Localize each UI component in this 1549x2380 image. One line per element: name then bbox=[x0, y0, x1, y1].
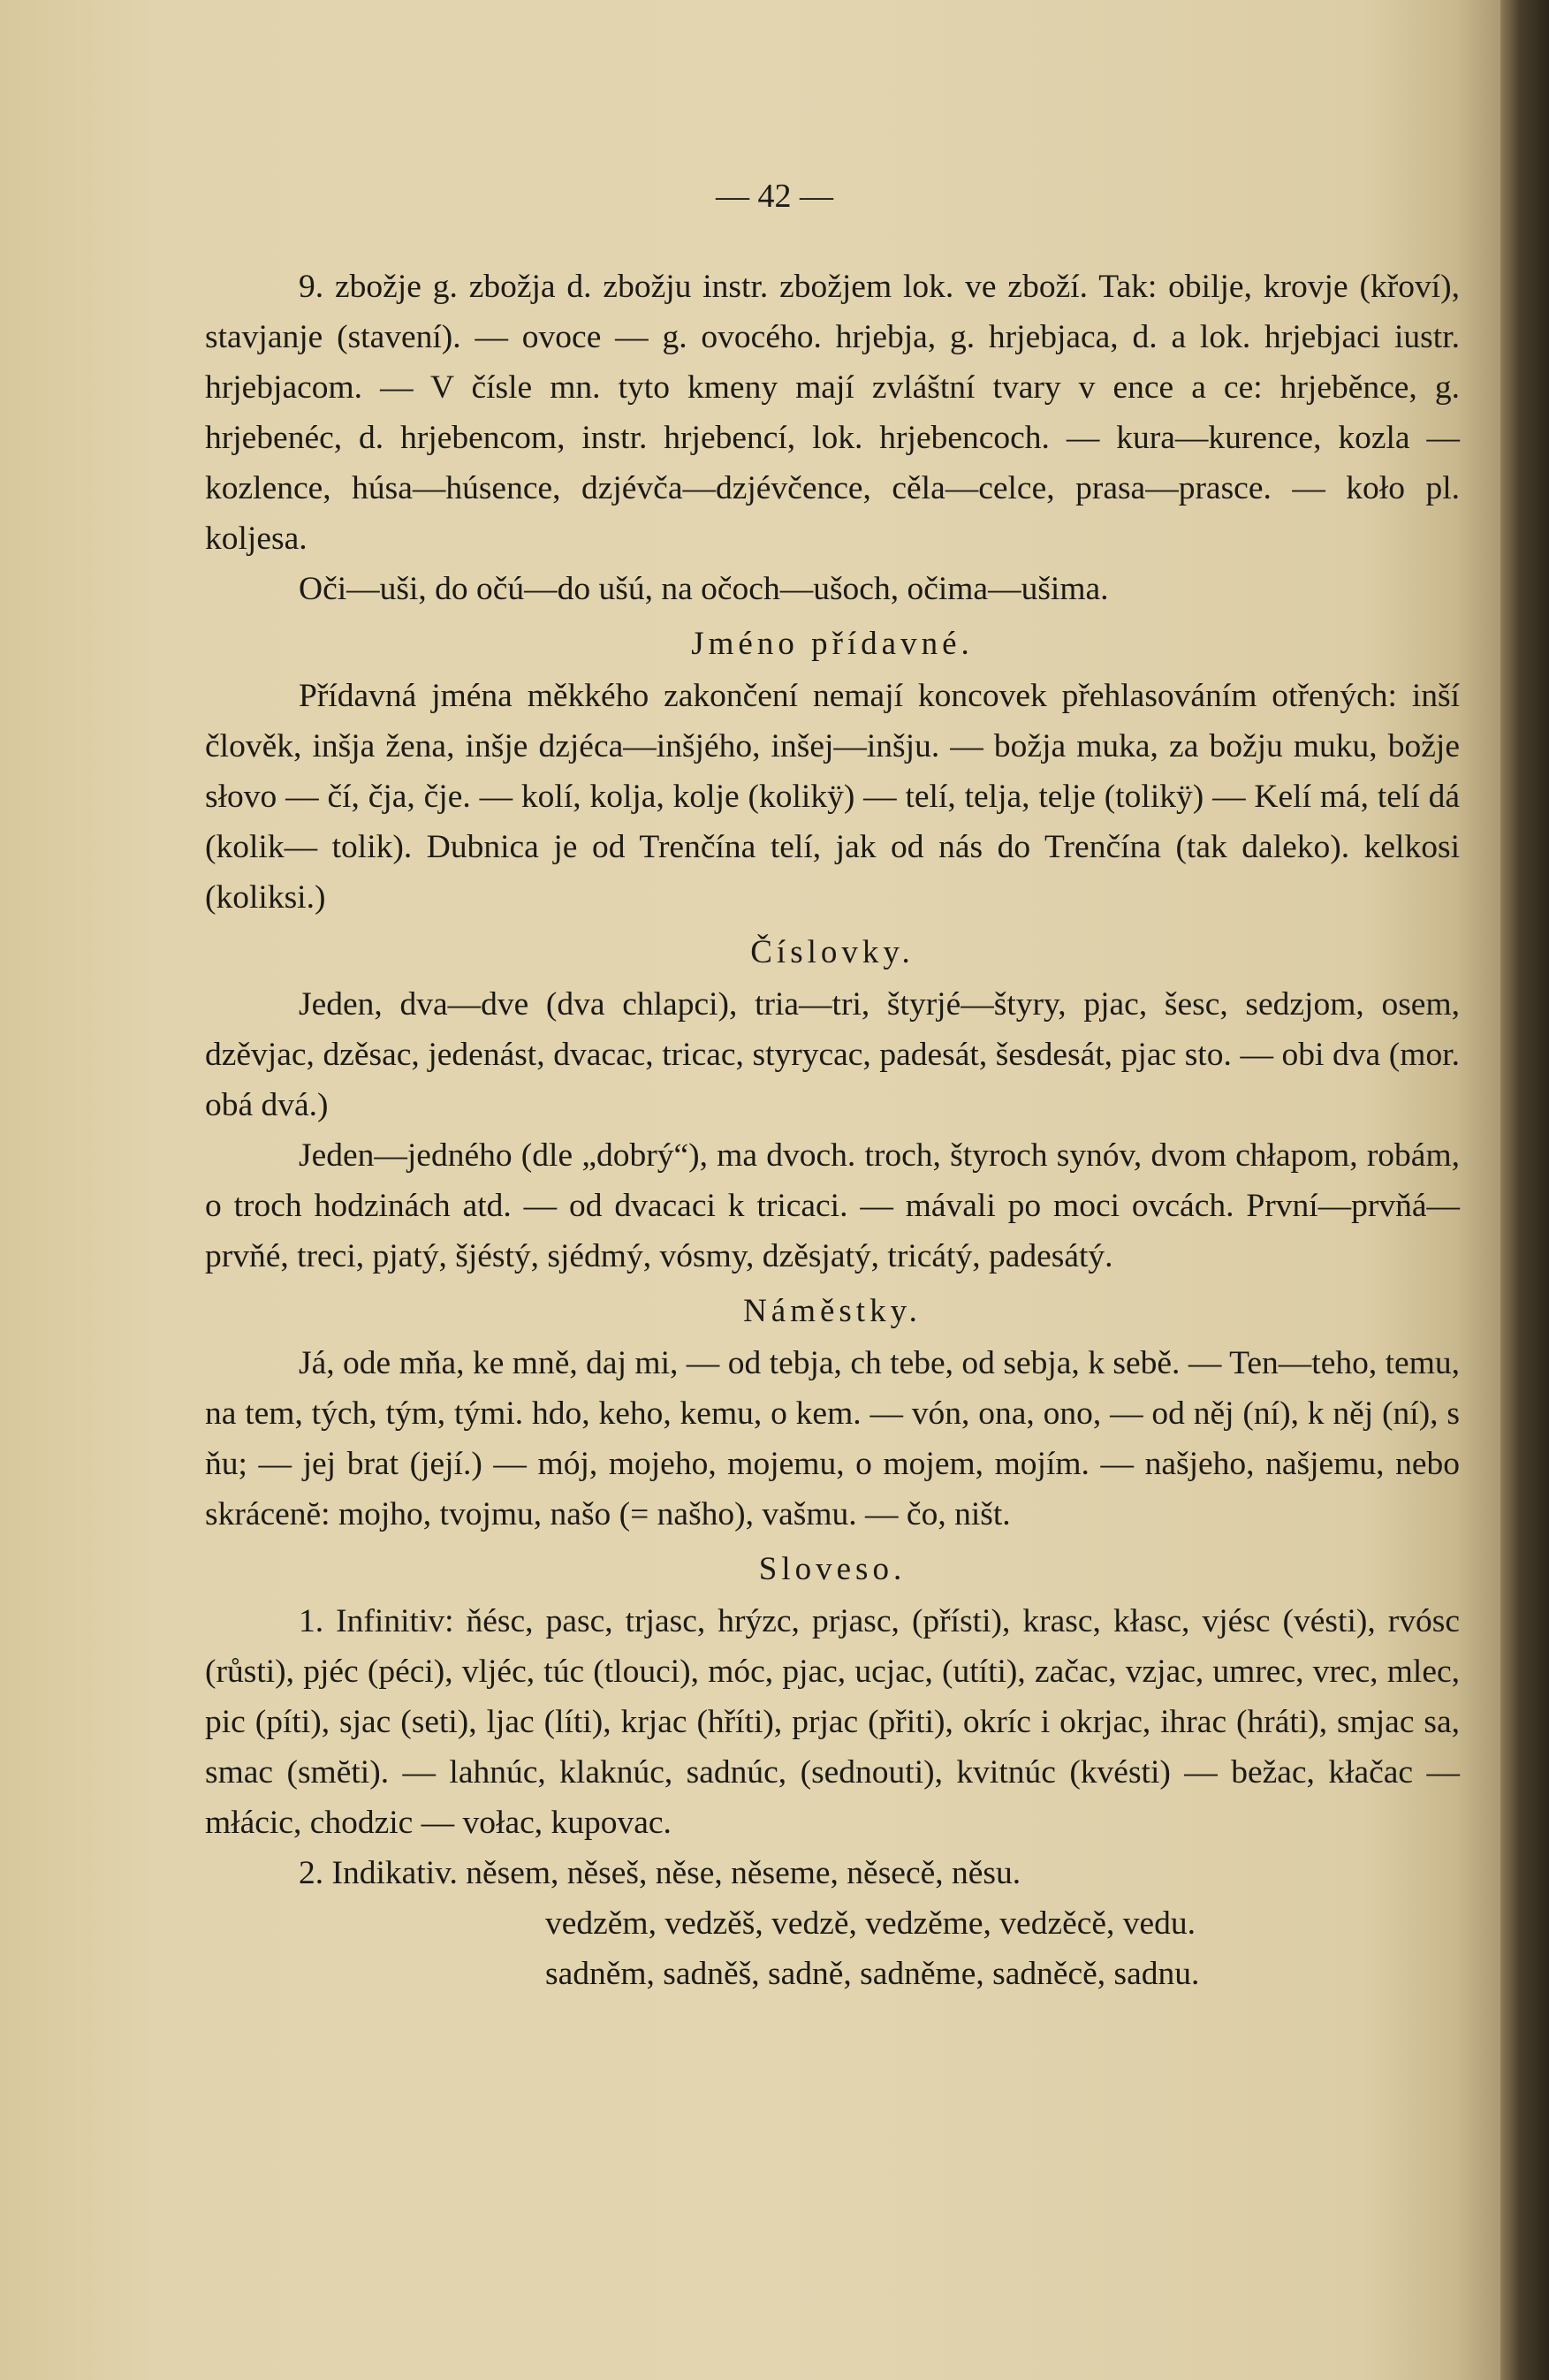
paragraph-adjectives: Přídavná jména měkkého zakončení nemají koncovek přehlasováním otřených: inší člověk, inšja žena, inšje dzjéca—inšjého, inšej—inšju. — božja muka, za božju muku, božje słovo — čí, čja, čje. — kolí, kolja, kolje (kolikÿ) — telí, telja, telje (tolikÿ) — Kelí má, telí dá (kolik— tolik). Dubnica je od Trenčína telí, jak od nás do Trenčína (tak daleko). kelkosi (koliksi.) bbox=[205, 678, 1460, 916]
paragraph-noun-forms: 9. zbožje g. zbožja d. zbožju instr. zbožjem lok. ve zboží. Tak: obilje, krovje (křoví), stavjanje (stavení). — ovoce — g. ovocého. hrjebja, g. hrjebjaca, d. a lok. hrjebjaci iustr. hrjebjacom. — V čísle mn. tyto kmeny mají zvláštní tvary v ence a ce: hrjeběnce, g. hrjebenéc, d. hrjebencom, instr. hrjebencí, lok. hrjebencoch. — kura—kurence, kozla — kozlence, húsa—húsence, dzjévča—dzjévčence, cěla—celce, prasa—prasce. — koło pl. koljesa. bbox=[205, 269, 1460, 557]
paragraph-numeral-declension: Jeden—jedného (dle „dobrý“), ma dvoch. troch, štyroch synóv, dvom chłapom, robám, o troch hodzinách atd. — od dvacaci k tricaci. — mávali po moci ovcách. První—prvňá—prvňé, treci, pjatý, šjéstý, sjédmý, vósmy, dzěsjatý, tricátý, padesátý. bbox=[205, 1137, 1460, 1274]
heading-verb: Sloveso. bbox=[758, 1551, 907, 1587]
paragraph-eyes-ears: Oči—uši, do očú—do ušú, na očoch—ušoch, očima—ušima. bbox=[299, 571, 1109, 607]
heading-pronouns: Náměstky. bbox=[743, 1293, 922, 1329]
page-body bbox=[205, 262, 1460, 1999]
heading-adjectives: Jméno přídavné. bbox=[691, 626, 974, 662]
paragraph-infinitive: 1. Infinitiv: ňésc, pasc, trjasc, hrýzc, prjasc, (přísti), krasc, kłasc, vjésc (vésti), rvósc (růsti), pjéc (péci), vljéc, túc (tlouci), móc, pjac, ucjac, (utíti), začac, vzjac, umrec, vrec, mlec, pic (píti), sjac (seti), ljac (líti), krjac (hříti), prjac (přiti), okríc i okrjac, ihrac (hráti), smjac sa, smac (smĕti). — lahnúc, klaknúc, sadnúc, (sednouti), kvitnúc (kvésti) — bežac, kłačac — młácic, chodzic — vołac, kupovac. bbox=[205, 1603, 1460, 1841]
paragraph-indicative-sadnu: sadněm, sadněš, sadně, sadněme, sadněcě, sadnu. bbox=[545, 1956, 1200, 1992]
paragraph-indicative-vedu: vedzěm, vedzěš, vedzě, vedzěme, vedzěcě, vedu. bbox=[545, 1905, 1196, 1942]
page-binding-edge bbox=[1500, 0, 1549, 2380]
page-number: — 42 — bbox=[716, 178, 833, 215]
paragraph-numerals: Jeden, dva—dve (dva chlapci), tria—tri, štyrjé—štyry, pjac, šesc, sedzjom, osem, dzěvjac, dzěsac, jedenást, dvacac, tricac, styrycac, padesát, šesdesát, pjac sto. — obi dva (mor. obá dvá.) bbox=[205, 986, 1460, 1123]
paragraph-indicative: 2. Indikativ. něsem, něseš, něse, něseme, něsecě, něsu. bbox=[299, 1855, 1021, 1891]
paragraph-pronouns: Já, ode mňa, ke mně, daj mi, — od tebja, ch tebe, od sebja, k sebě. — Ten—teho, temu, na tem, tých, tým, tými. hdo, keho, kemu, o kem. — vón, ona, ono, — od něj (ní), k něj (ní), s ňu; — jej brat (její.) — mój, mojeho, mojemu, o mojem, mojím. — našjeho, našjemu, nebo skrácenĕ: mojho, tvojmu, našo (= našho), vašmu. — čo, ništ. bbox=[205, 1345, 1460, 1532]
heading-numerals: Číslovky. bbox=[750, 934, 915, 970]
